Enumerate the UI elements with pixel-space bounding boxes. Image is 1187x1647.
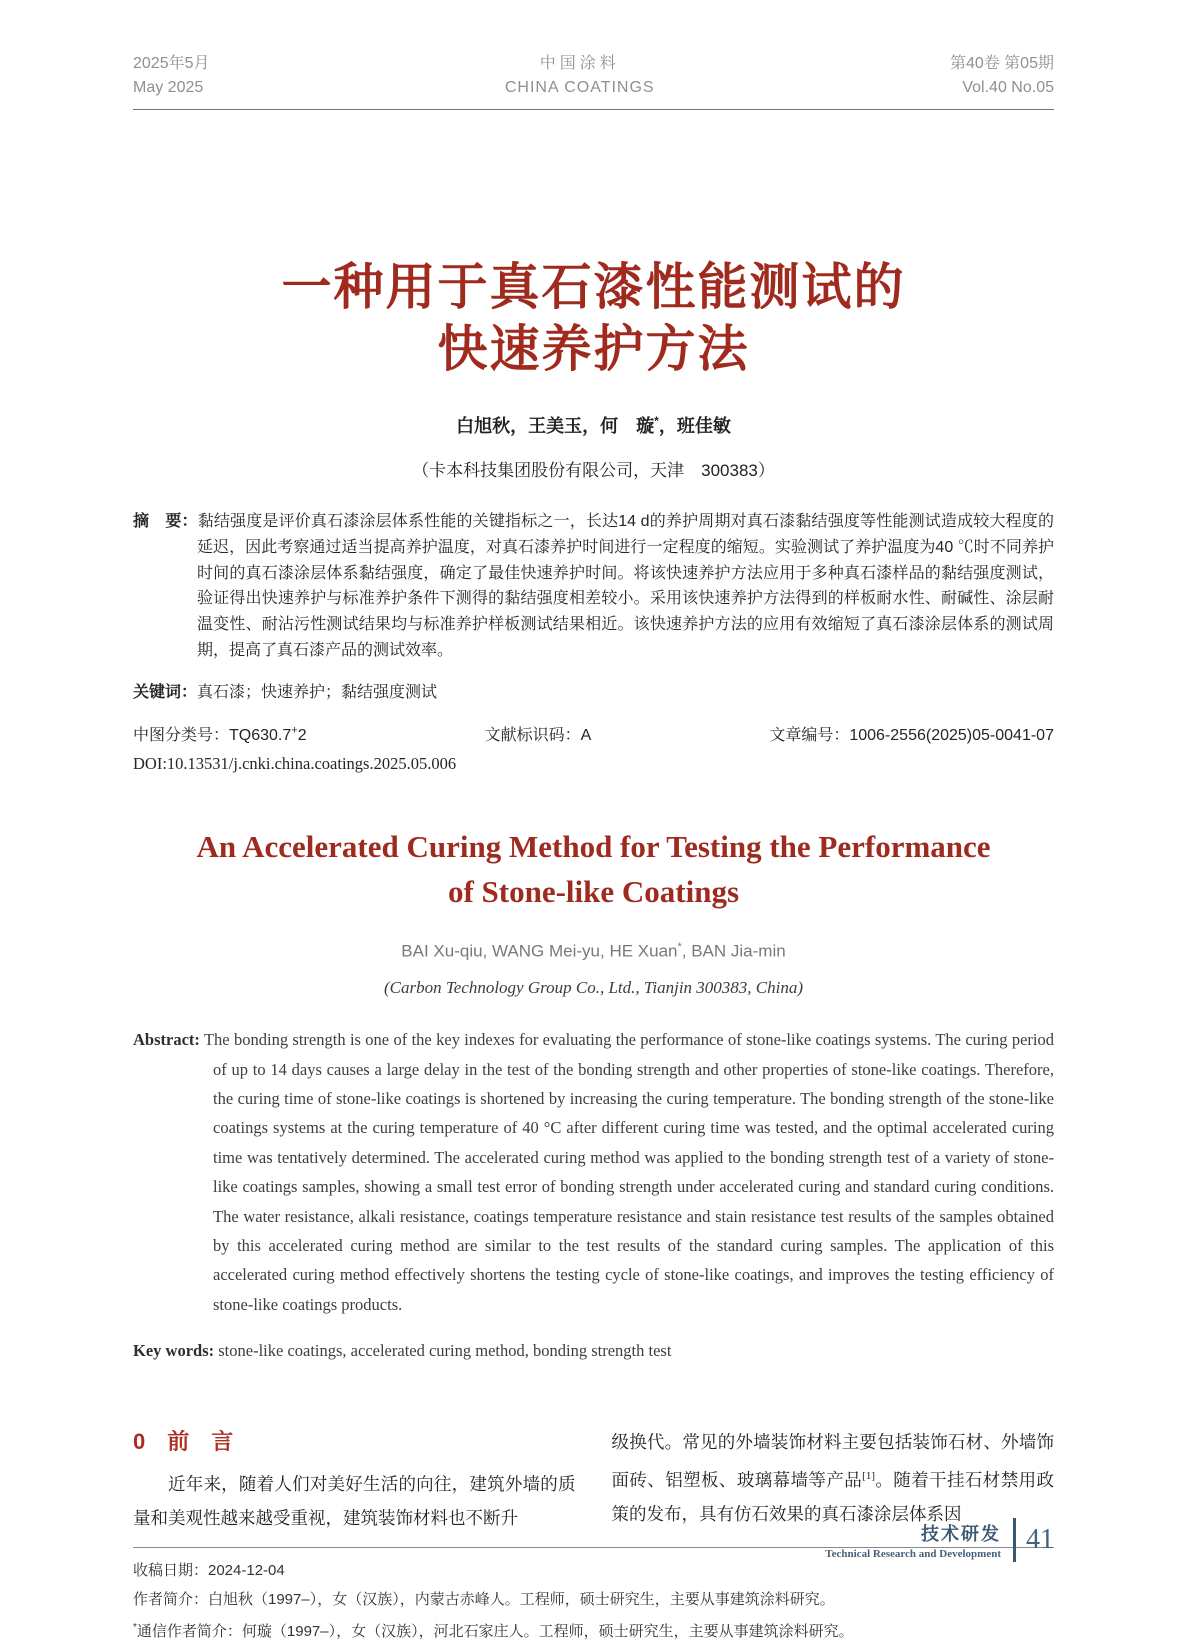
journal-title-en: CHINA COATINGS bbox=[504, 79, 655, 96]
authors-en bbox=[133, 941, 1054, 962]
intro-right-text-rest: 。随着干挂石材禁用政策的发布，具有仿石效果的真石漆涂层体系因 bbox=[611, 1470, 1055, 1525]
authors-zh bbox=[133, 412, 1054, 438]
article-title-zh-line1: 一种用于真石漆性能测试的 bbox=[281, 259, 906, 315]
article-title-en-line2: of Stone-like Coatings bbox=[447, 873, 740, 909]
doi: DOI:10.13531/j.cnki.china.coatings.2025.05.006 bbox=[133, 753, 457, 773]
keywords-label-zh: 关键词： bbox=[133, 683, 198, 701]
authors-en-names: BAI Xu-qiu, WANG Mei-yu, HE Xuan bbox=[401, 941, 678, 961]
article-number: 文章编号：1006-2556(2025)05-0041-07 bbox=[769, 726, 1054, 744]
corresponding-author-mark: * bbox=[654, 414, 659, 428]
authors-zh-names: 白旭秋，王美玉，何 璇 bbox=[456, 416, 655, 436]
footer-section-zh: 技术研发 bbox=[921, 1524, 1001, 1544]
volume-zh: 第40卷 第05期 bbox=[949, 55, 1054, 72]
keywords-text-en: stone-like coatings, accelerated curing method, bonding strength test bbox=[214, 1340, 672, 1360]
journal-header bbox=[133, 0, 1054, 110]
article-title-zh-line2: 快速养护方法 bbox=[437, 321, 750, 377]
clc-number-sub: 2 bbox=[297, 726, 307, 744]
keywords-en bbox=[133, 1336, 1054, 1365]
abstract-label-zh: 摘 要： bbox=[133, 513, 198, 530]
meta-row bbox=[133, 722, 1054, 745]
abstract-en bbox=[133, 1025, 1054, 1319]
received-date: 收稿日期：2024-12-04 bbox=[133, 1562, 285, 1580]
article-title-zh bbox=[133, 256, 1054, 380]
author-bio: 作者简介：白旭秋（1997–），女（汉族），内蒙古赤峰人。工程师，硕士研究生，主要从事建筑涂料研究。 bbox=[133, 1590, 835, 1608]
corresponding-author-bio bbox=[133, 1614, 1054, 1647]
article-title-en-line1: An Accelerated Curing Method for Testing the Performance bbox=[196, 828, 991, 864]
reference-marker: [1] bbox=[862, 1470, 875, 1483]
issue-date-zh: 2025年5月 bbox=[133, 55, 210, 72]
keywords-label-en: Key words: bbox=[133, 1340, 215, 1360]
section-heading: 0 前 言 bbox=[133, 1429, 234, 1455]
issue-date-en: May 2025 bbox=[133, 79, 204, 96]
abstract-text-zh: 黏结强度是评价真石漆涂层体系性能的关键指标之一，长达14 d的养护周期对真石漆黏结强度等性能测试造成较大程度的延迟，因此考察通过适当提高养护温度，对真石漆养护时间进行一定程度的缩短。实验测试了养护温度为40 ℃时不同养护时间的真石漆涂层体系黏结强度，确定了最佳快速养护时间。将该快速养护方法应用于多种真石漆样品的黏结强度测试，验证得出快速养护与标准养护条件下测得的黏结强度相差较小。采用该快速养护方法得到的样板耐水性、耐碱性、涂层耐温变性、耐沾污性测试结果均与标准养护样板测试结果相近。该快速养护方法的应用有效缩短了真石漆涂层体系的测试周期，提高了真石漆产品的测试效率。 bbox=[197, 513, 1054, 659]
clc-number-sup: + bbox=[291, 724, 298, 737]
footer-section-labels bbox=[825, 1520, 1001, 1560]
journal-title bbox=[505, 52, 655, 100]
corresponding-bio-mark: * bbox=[133, 1622, 137, 1634]
footnote-block bbox=[133, 1547, 1054, 1647]
corresponding-author-mark-en: * bbox=[677, 940, 682, 953]
clc-number-base: 中图分类号：TQ630.7 bbox=[133, 726, 292, 744]
footer-divider bbox=[1013, 1518, 1016, 1562]
abstract-text-en: The bonding strength is one of the key indexes for evaluating the performance of stone-like coatings systems. The curing period of up to 14 days causes a large delay in the test of the bonding strength and other properties of stone-like coatings. Therefore, the curing time of stone-like coatings is shortened by increasing the curing temperature. The bonding strength of the stone-like coatings systems at the curing temperature of 40 °C after different curing time was tested, and the optimal accelerated curing time was tentatively determined. The accelerated curing method was applied to the bonding strength test of a variety of stone-like coatings samples, showing a small test error of bonding strength under accelerated curing and standard curing conditions. The water resistance, alkali resistance, coatings temperature resistance and stain resistance test results of the samples obtained by this accelerated curing method are similar to the test results of the standard curing samples. The application of this accelerated curing method effectively shortens the testing cycle of stone-like coatings, and improves the testing efficiency of stone-like coatings products. bbox=[199, 1030, 1054, 1314]
intro-paragraph-left: 近年来，随着人们对美好生活的向往，建筑外墙的质量和美观性越来越受重视，建筑装饰材料也不断升 bbox=[133, 1474, 576, 1529]
intro-left-column bbox=[133, 1425, 576, 1535]
article-title-en bbox=[133, 824, 1054, 914]
affiliation-en: (Carbon Technology Group Co., Ltd., Tianjin 300383, China) bbox=[383, 978, 804, 998]
intro-right-text: 级换代。常见的外墙装饰材料主要包括装饰石材、外墙饰面砖、铝塑板、玻璃幕墙等产品 bbox=[611, 1432, 1054, 1491]
corresponding-bio-text: 通信作者简介：何璇（1997–），女（汉族），河北石家庄人。工程师，硕士研究生，主要从事建筑涂料研究。 bbox=[136, 1623, 854, 1641]
page-footer bbox=[825, 1518, 1054, 1562]
keywords-zh bbox=[133, 680, 1054, 706]
journal-title-zh: 中国涂料 bbox=[539, 55, 620, 72]
intro-paragraph-right bbox=[612, 1425, 1055, 1531]
document-code: 文献标识码：A bbox=[484, 726, 592, 744]
issue-date bbox=[133, 52, 210, 100]
page-number: 41 bbox=[1026, 1524, 1054, 1555]
affiliation-zh: （卡本科技集团股份有限公司，天津 300383） bbox=[412, 461, 775, 480]
volume-info bbox=[950, 52, 1054, 100]
clc-number bbox=[133, 722, 307, 745]
abstract-label-en: Abstract: bbox=[133, 1030, 200, 1050]
authors-zh-names-rest: ，班佳敏 bbox=[658, 416, 731, 436]
abstract-zh bbox=[133, 509, 1054, 664]
keywords-text-zh: 真石漆；快速养护；黏结强度测试 bbox=[197, 683, 438, 701]
footer-section-en: Technical Research and Development bbox=[825, 1548, 1001, 1560]
authors-en-names-rest: , BAN Jia-min bbox=[681, 941, 786, 961]
volume-en: Vol.40 No.05 bbox=[962, 79, 1054, 96]
